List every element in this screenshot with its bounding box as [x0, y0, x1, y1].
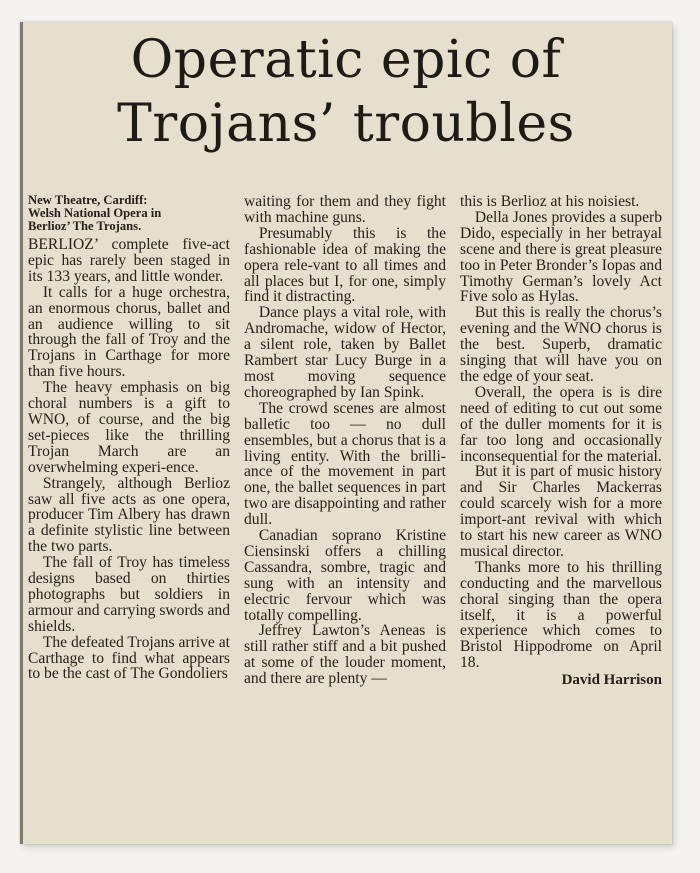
- headline-line-2: Trojans’ troubles: [117, 94, 575, 154]
- dateline-line-1: New Theatre, Cardiff:: [28, 193, 148, 207]
- paragraph: this is Berlioz at his noisiest.: [460, 193, 640, 210]
- paragraph: Presumably this is the fashionable idea of making the opera rele-vant to all times and all places but I, for one, simply find it distracting.: [244, 224, 446, 306]
- article-column-2: [244, 194, 446, 687]
- paragraph: But it is part of music history and Sir Charles Mackerras could scarcely wish for a more import-ant revival with which to start his new career as WNO musical director.: [460, 463, 662, 560]
- paragraph: The fall of Troy has timeless designs based on thirties photographs but soldiers in armour and carrying swords and shields.: [28, 554, 230, 635]
- headline-line-1: Operatic epic of: [130, 30, 562, 90]
- paragraph: waiting for them and they fight with machine guns.: [244, 193, 446, 226]
- article-column-3: [460, 194, 662, 689]
- paragraph: Strangely, although Berlioz saw all five acts as one opera, producer Tim Albery has drawn a definite stylistic line between the two parts.: [28, 474, 230, 556]
- paragraph: The heavy emphasis on big choral numbers is a gift to WNO, of course, and the big set-pieces like the thrilling Trojan March are an overwhelming experi-ence.: [28, 379, 230, 476]
- headline: [20, 28, 672, 156]
- byline: David Harrison: [561, 672, 662, 689]
- dateline: [28, 194, 230, 233]
- paragraph: Thanks more to his thrilling conducting and the marvellous choral singing than the opera itself, it is a powerful experience which comes to Bristol Hippodrome on April 18.: [460, 558, 662, 672]
- paragraph: Dance plays a vital role, with Andromache, widow of Hector, a silent role, taken by Ballet Rambert star Lucy Burge in a most moving sequence choreographed by Ian Spink.: [244, 304, 446, 401]
- paragraph: Overall, the opera is is dire need of editing to cut out some of the duller moments for it is far too long and occasionally inconsequential for the material.: [460, 383, 662, 465]
- paragraph: Jeffrey Lawton’s Aeneas is still rather stiff and a bit pushed at some of the louder moment, and there are plenty —: [244, 622, 446, 688]
- paragraph: BERLIOZ’ complete five-act epic has rarely been staged in its 133 years, and little wonder.: [28, 236, 230, 285]
- paragraph: Della Jones provides a superb Dido, especially in her betrayal scene and there is great pleasure too in Peter Bronder’s Iopas and Timothy German’s lovely Act Five solo as Hylas.: [460, 208, 662, 306]
- paragraph: The defeated Trojans arrive at Carthage to find what appears to be the cast of The Gondoliers: [28, 633, 230, 683]
- paragraph: But this is really the chorus’s evening and the WNO chorus is the best. Superb, dramatic singing that will have you on the edge of your seat.: [460, 304, 662, 385]
- paragraph: The crowd scenes are almost balletic too — no dull ensembles, but a chorus that is a living entity. With the brilli-ance of the movement in part one, the ballet sequences in part two are disappointing and rather dull.: [244, 399, 446, 529]
- paragraph: Canadian soprano Kristine Ciensinski offers a chilling Cassandra, sombre, tragic and sung with an intensity and electric fervour which was totally compelling.: [244, 527, 446, 624]
- dateline-line-2: Welsh National Opera in: [28, 206, 162, 220]
- article-column-1: [28, 194, 230, 682]
- dateline-line-3: Berlioz’ The Trojans.: [28, 219, 142, 233]
- newspaper-clipping: [20, 22, 672, 844]
- paragraph: It calls for a huge orchestra, an enormous chorus, ballet and an audience willing to sit through the fall of Troy and the Trojans in Carthage for more than five hours.: [28, 283, 230, 381]
